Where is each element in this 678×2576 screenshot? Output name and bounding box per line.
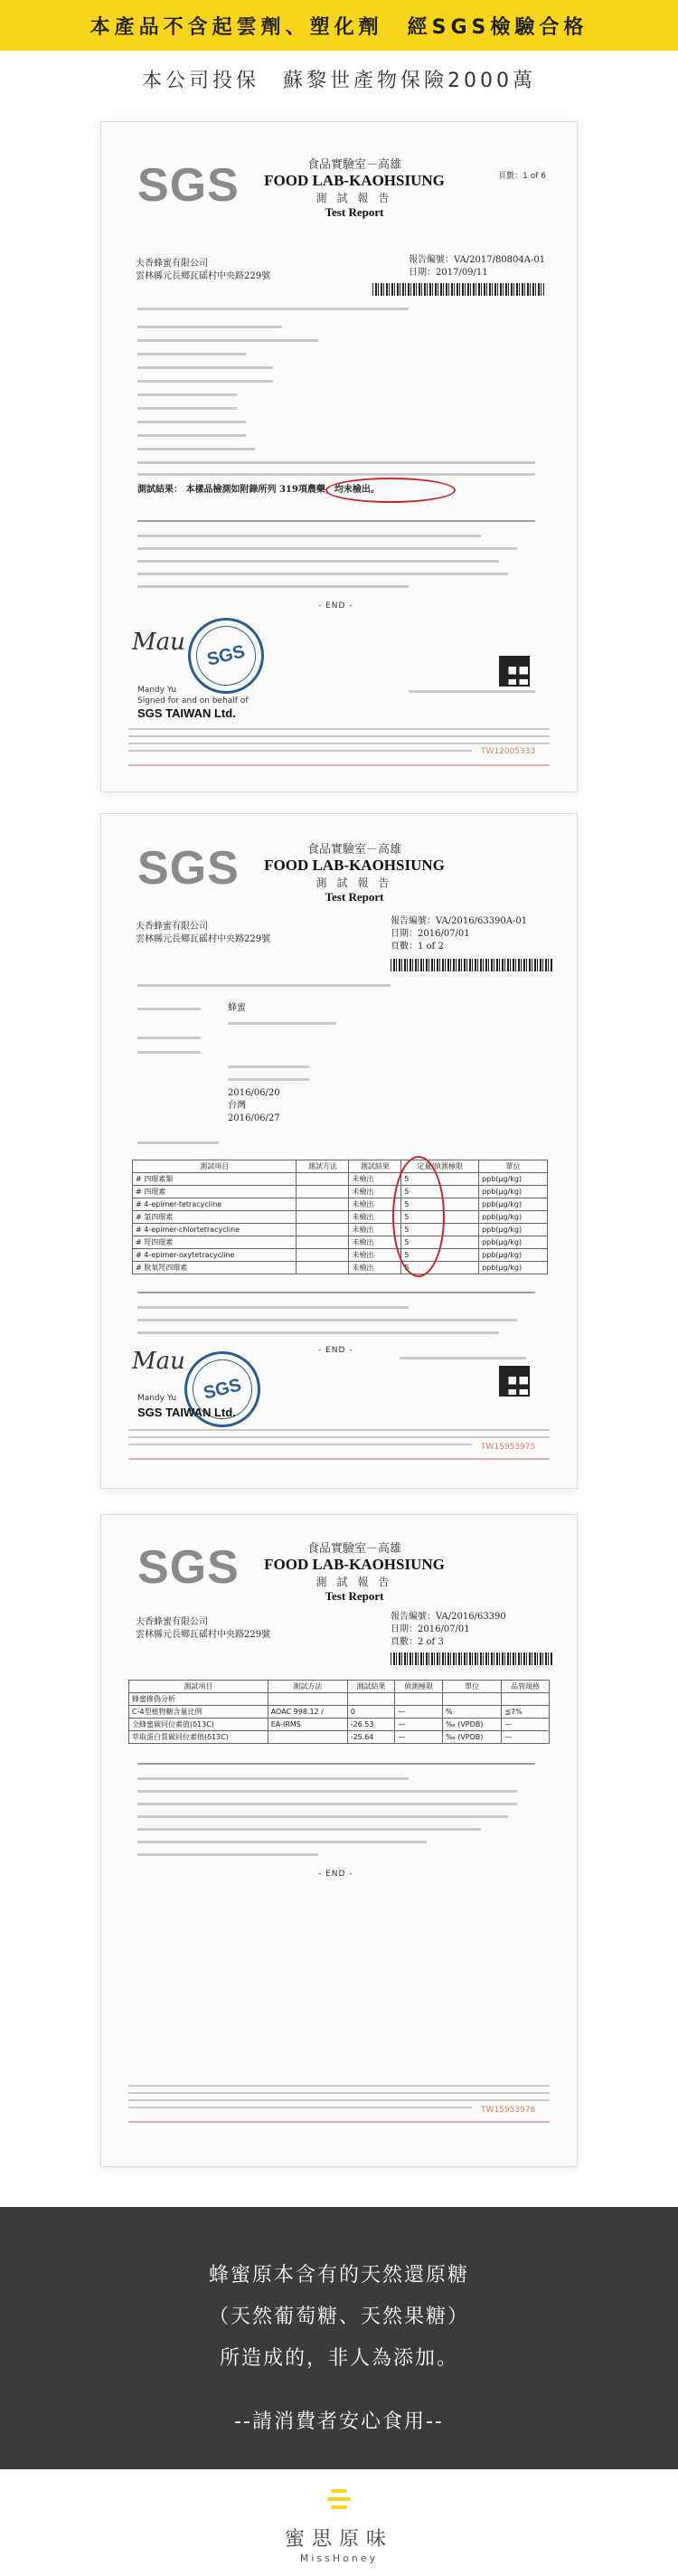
table-row bbox=[133, 1249, 548, 1262]
table-cell: # 脫氧羥四環素 bbox=[133, 1262, 297, 1274]
table-cell: 未檢出 bbox=[349, 1236, 401, 1249]
table-cell: 0 bbox=[347, 1706, 395, 1719]
signer-name: Mandy Yu bbox=[137, 686, 177, 695]
logo-bar-bottom bbox=[331, 2505, 347, 2509]
message-line-4: --請消費者安心食用-- bbox=[234, 2410, 444, 2433]
footer-line bbox=[128, 2092, 550, 2094]
sgs-stamp: SGS bbox=[180, 610, 272, 702]
signer-company: SGS TAIWAN Ltd. bbox=[137, 706, 236, 720]
text-line bbox=[137, 308, 409, 310]
table-cell: — bbox=[395, 1731, 443, 1744]
footer-line bbox=[128, 1429, 550, 1431]
message-line-3: 所造成的，非人為添加。 bbox=[219, 2347, 458, 2370]
text-line bbox=[137, 353, 246, 355]
table-cell: ppb(μg/kg) bbox=[479, 1211, 548, 1224]
end-mark: - END - bbox=[318, 601, 353, 611]
table-cell: # 四環素類 bbox=[133, 1173, 297, 1186]
table-cell: 5 bbox=[401, 1186, 479, 1198]
header-cn: 食品實驗室－高雄 bbox=[306, 1541, 401, 1555]
sample-origin: 台灣 bbox=[228, 1101, 246, 1111]
footer-line bbox=[128, 750, 472, 752]
table-row bbox=[133, 1211, 548, 1224]
page-number: 頁數：2 of 3 bbox=[391, 1637, 444, 1647]
table-cell bbox=[297, 1249, 349, 1262]
text-line bbox=[137, 1141, 219, 1144]
qr-code bbox=[499, 656, 530, 687]
company-name: 夫香蜂蜜有限公司 bbox=[136, 1617, 208, 1627]
footer-line bbox=[128, 2121, 550, 2123]
report-meta bbox=[391, 1611, 506, 1649]
text-line bbox=[400, 1357, 526, 1359]
table-row bbox=[129, 1693, 550, 1706]
table-row bbox=[133, 1262, 548, 1274]
table-row bbox=[133, 1224, 548, 1236]
text-line bbox=[137, 573, 508, 575]
text-line bbox=[137, 407, 237, 410]
table-header: 單位 bbox=[479, 1160, 548, 1173]
page-number: 頁數：1 of 6 bbox=[498, 172, 546, 181]
brand-name-en: MissHoney bbox=[299, 2552, 379, 2564]
table-cell: # 羥四環素 bbox=[133, 1236, 297, 1249]
report-date: 日期：2016/07/01 bbox=[391, 1624, 470, 1634]
text-line bbox=[137, 560, 499, 563]
table-cell: 5 bbox=[401, 1236, 479, 1249]
report-header bbox=[264, 839, 445, 904]
signature-scribble: Mau bbox=[132, 1348, 185, 1375]
table-cell: 未檢出 bbox=[349, 1249, 401, 1262]
table-cell: 萃取蛋白質碳同位素值(δ13C) bbox=[129, 1731, 268, 1744]
text-line bbox=[137, 535, 481, 537]
text-line bbox=[137, 520, 535, 522]
table-header: 測試結果 bbox=[347, 1681, 395, 1693]
table-header: 測試結果 bbox=[349, 1160, 401, 1173]
table-cell bbox=[297, 1236, 349, 1249]
text-line bbox=[137, 1777, 409, 1780]
top-banner bbox=[0, 0, 678, 51]
logo-bar-top bbox=[331, 2489, 347, 2493]
result-label: 測試結果： bbox=[137, 485, 183, 495]
text-line bbox=[137, 326, 282, 328]
results-table bbox=[132, 1160, 548, 1274]
table-cell: % bbox=[442, 1706, 501, 1719]
table-cell: 5 bbox=[401, 1262, 479, 1274]
table-cell bbox=[297, 1211, 349, 1224]
red-highlight-circle bbox=[392, 1156, 445, 1277]
text-line bbox=[228, 1065, 309, 1068]
serial-number: TW12005333 bbox=[481, 747, 536, 756]
table-cell: 5 bbox=[401, 1224, 479, 1236]
sgs-logo: SGS bbox=[137, 1541, 240, 1594]
result-circled: 319項農藥，均未檢出。 bbox=[278, 485, 380, 495]
text-line bbox=[137, 1331, 499, 1334]
footer-line bbox=[128, 2107, 472, 2108]
table-cell bbox=[502, 1693, 550, 1706]
signer-company: SGS TAIWAN Ltd. bbox=[137, 1406, 236, 1419]
table-cell bbox=[347, 1693, 395, 1706]
text-line bbox=[228, 1022, 336, 1025]
footer-line bbox=[128, 1458, 550, 1460]
table-cell: ≦7% bbox=[502, 1706, 550, 1719]
header-cn: 食品實驗室－高雄 bbox=[306, 157, 401, 171]
table-row bbox=[129, 1719, 550, 1731]
table-header-row bbox=[129, 1681, 550, 1693]
text-line bbox=[137, 461, 535, 464]
table-cell: 未檢出 bbox=[349, 1211, 401, 1224]
table-header: 測試方法 bbox=[268, 1681, 347, 1693]
red-highlight-circle bbox=[325, 478, 456, 503]
table-cell: 未檢出 bbox=[349, 1224, 401, 1236]
sgs-certificate-2 bbox=[101, 814, 577, 1488]
table-cell: ppb(μg/kg) bbox=[479, 1173, 548, 1186]
company-block bbox=[136, 258, 270, 283]
table-cell bbox=[297, 1262, 349, 1274]
text-line bbox=[137, 380, 273, 383]
table-header: 定量/偵測極限 bbox=[401, 1160, 479, 1173]
text-line bbox=[137, 339, 318, 342]
text-line bbox=[137, 1815, 508, 1818]
table-cell bbox=[395, 1693, 443, 1706]
table-cell: — bbox=[395, 1719, 443, 1731]
table-cell: 5 bbox=[401, 1249, 479, 1262]
report-meta bbox=[391, 915, 527, 953]
table-row bbox=[133, 1198, 548, 1211]
table-cell: ppb(μg/kg) bbox=[479, 1249, 548, 1262]
qr-code bbox=[499, 1366, 530, 1397]
text-line bbox=[137, 1306, 409, 1309]
page-number: 頁數：1 of 2 bbox=[391, 942, 444, 952]
header-en: FOOD LAB-KAOHSIUNG bbox=[264, 172, 445, 189]
table-cell: ppb(μg/kg) bbox=[479, 1224, 548, 1236]
table-cell: AOAC 998.12 / bbox=[268, 1706, 347, 1719]
result-text: 本樣品檢測如附錄所列 bbox=[185, 485, 277, 495]
table-cell: 未檢出 bbox=[349, 1262, 401, 1274]
table-cell: ppb(μg/kg) bbox=[479, 1198, 548, 1211]
report-number: 報告編號：VA/2016/63390 bbox=[391, 1612, 506, 1622]
table-header: 品管規格 bbox=[502, 1681, 550, 1693]
table-cell: # 4-epimer-tetracycline bbox=[133, 1198, 297, 1211]
text-line bbox=[137, 984, 391, 987]
signature-scribble: Mau bbox=[132, 629, 185, 656]
header-en: FOOD LAB-KAOHSIUNG bbox=[264, 1556, 445, 1573]
table-cell bbox=[442, 1693, 501, 1706]
text-line bbox=[137, 1828, 481, 1831]
results-table bbox=[128, 1680, 550, 1744]
text-line bbox=[137, 473, 535, 476]
report-header bbox=[264, 1539, 445, 1604]
sgs-stamp: SGS bbox=[176, 1343, 268, 1435]
text-line bbox=[137, 547, 517, 550]
sgs-certificate-1 bbox=[101, 122, 577, 791]
text-line bbox=[137, 1841, 427, 1843]
signer-title: Signed for and on behalf of bbox=[137, 696, 249, 706]
table-header: 測試方法 bbox=[297, 1160, 349, 1173]
text-line bbox=[137, 1853, 318, 1856]
table-cell bbox=[297, 1173, 349, 1186]
table-cell: # 氯四環素 bbox=[133, 1211, 297, 1224]
text-line bbox=[137, 448, 255, 450]
barcode bbox=[372, 283, 544, 296]
header-cn2: 測 試 報 告 bbox=[315, 1576, 393, 1588]
table-header: 測試項目 bbox=[129, 1681, 268, 1693]
text-line bbox=[137, 1790, 517, 1793]
table-cell: -26.53 bbox=[347, 1719, 395, 1731]
table-cell: # 4-epimer-chlortetracycline bbox=[133, 1224, 297, 1236]
text-line bbox=[137, 1292, 535, 1293]
message-line-1: 蜂蜜原本含有的天然還原糖 bbox=[208, 2264, 469, 2287]
table-cell: ppb(μg/kg) bbox=[479, 1186, 548, 1198]
table-cell bbox=[297, 1224, 349, 1236]
text-line bbox=[137, 1319, 517, 1321]
end-mark: - END - bbox=[318, 1346, 353, 1355]
report-header bbox=[264, 155, 445, 220]
text-line bbox=[137, 366, 273, 369]
table-header: 單位 bbox=[442, 1681, 501, 1693]
message-section bbox=[0, 2207, 678, 2469]
text-line bbox=[137, 1763, 535, 1765]
table-cell: 未檢出 bbox=[349, 1198, 401, 1211]
text-line bbox=[137, 1803, 517, 1805]
header-cn2: 測 試 報 告 bbox=[315, 876, 393, 889]
table-cell: ‰ (VPDB) bbox=[442, 1719, 501, 1731]
header-report: Test Report bbox=[325, 1589, 384, 1603]
sample-received-date: 2016/06/20 bbox=[228, 1088, 280, 1098]
text-line bbox=[137, 434, 246, 437]
table-cell bbox=[297, 1186, 349, 1198]
report-number: 報告編號：VA/2017/80804A-01 bbox=[409, 255, 546, 265]
header-report: Test Report bbox=[325, 890, 384, 904]
header-report: Test Report bbox=[325, 205, 384, 219]
table-cell: 全蜂蜜碳同位素值(δ13C) bbox=[129, 1719, 268, 1731]
table-cell: 5 bbox=[401, 1198, 479, 1211]
footer-line bbox=[128, 2085, 550, 2087]
table-row bbox=[129, 1731, 550, 1744]
text-line bbox=[409, 690, 535, 693]
text-line bbox=[137, 393, 237, 396]
text-line bbox=[137, 1008, 201, 1010]
table-header-row bbox=[133, 1160, 548, 1173]
barcode bbox=[391, 959, 553, 971]
table-cell: 5 bbox=[401, 1211, 479, 1224]
header-cn2: 測 試 報 告 bbox=[315, 192, 393, 204]
table-cell: EA-IRMS bbox=[268, 1719, 347, 1731]
footer-line bbox=[128, 743, 550, 744]
footer-line bbox=[128, 735, 550, 737]
table-row bbox=[133, 1236, 548, 1249]
report-meta bbox=[409, 254, 545, 279]
footer-line bbox=[128, 1436, 550, 1438]
message-line-2: （天然葡萄糖、天然果糖） bbox=[208, 2306, 469, 2328]
footer-line bbox=[128, 1444, 472, 1445]
table-cell bbox=[268, 1731, 347, 1744]
serial-number: TW15953975 bbox=[481, 1443, 536, 1452]
barcode bbox=[391, 1653, 553, 1665]
insurance-subtitle: 本公司投保 蘇黎世產物保險2000萬 bbox=[142, 70, 536, 92]
serial-number: TW15953976 bbox=[481, 2106, 536, 2115]
table-cell bbox=[268, 1693, 347, 1706]
sample-name: 蜂蜜 bbox=[228, 1003, 246, 1013]
table-cell: ‰ (VPDB) bbox=[442, 1731, 501, 1744]
table-cell bbox=[297, 1198, 349, 1211]
company-name: 夫香蜂蜜有限公司 bbox=[136, 922, 208, 932]
sgs-logo: SGS bbox=[137, 842, 240, 895]
end-mark: - END - bbox=[318, 1870, 353, 1879]
text-line bbox=[137, 421, 246, 423]
table-cell: 蜂蜜摻偽分析 bbox=[129, 1693, 268, 1706]
company-name: 夫香蜂蜜有限公司 bbox=[136, 259, 208, 269]
footer-line bbox=[128, 2099, 550, 2101]
company-address: 雲林縣元長鄉瓦磘村中央路229號 bbox=[136, 1630, 271, 1640]
table-cell: — bbox=[502, 1731, 550, 1744]
footer-line bbox=[128, 728, 550, 730]
company-block bbox=[136, 921, 270, 946]
sgs-logo: SGS bbox=[137, 159, 240, 212]
table-cell: — bbox=[395, 1706, 443, 1719]
header-en: FOOD LAB-KAOHSIUNG bbox=[264, 857, 445, 874]
table-cell: 未檢出 bbox=[349, 1173, 401, 1186]
table-header: 偵測極限 bbox=[395, 1681, 443, 1693]
report-date: 日期：2016/07/01 bbox=[391, 929, 470, 939]
signer-name: Mandy Yu bbox=[137, 1394, 177, 1403]
table-row bbox=[129, 1706, 550, 1719]
company-block bbox=[136, 1616, 270, 1642]
table-cell: 5 bbox=[401, 1173, 479, 1186]
honey-brand-icon bbox=[325, 2486, 353, 2513]
logo-bar-middle bbox=[327, 2497, 351, 2501]
table-cell: # 四環素 bbox=[133, 1186, 297, 1198]
report-date: 日期：2017/09/11 bbox=[409, 268, 488, 278]
text-line bbox=[137, 1051, 201, 1054]
table-cell: ppb(μg/kg) bbox=[479, 1262, 548, 1274]
company-address: 雲林縣元長鄉瓦磘村中央路229號 bbox=[136, 271, 271, 281]
banner-text: 本產品不含起雲劑、塑化劑 經SGS檢驗合格 bbox=[89, 15, 589, 39]
company-address: 雲林縣元長鄉瓦磘村中央路229號 bbox=[136, 934, 271, 944]
text-line bbox=[137, 585, 409, 588]
table-cell: # 4-epimer-oxytetracycline bbox=[133, 1249, 297, 1262]
footer-line bbox=[128, 764, 550, 766]
table-row bbox=[133, 1173, 548, 1186]
header-cn: 食品實驗室－高雄 bbox=[306, 842, 401, 856]
table-cell: ppb(μg/kg) bbox=[479, 1236, 548, 1249]
table-cell: 未檢出 bbox=[349, 1186, 401, 1198]
table-cell: -25.64 bbox=[347, 1731, 395, 1744]
text-line bbox=[137, 1037, 201, 1039]
test-date: 2016/06/27 bbox=[228, 1113, 280, 1123]
report-number: 報告編號：VA/2016/63390A-01 bbox=[391, 916, 528, 926]
table-header: 測試項目 bbox=[133, 1160, 297, 1173]
table-cell: C-4型植物糖含量比例 bbox=[129, 1706, 268, 1719]
brand-name-cn: 蜜思原味 bbox=[284, 2528, 393, 2551]
text-line bbox=[228, 1078, 309, 1081]
table-cell: — bbox=[502, 1719, 550, 1731]
sgs-certificate-3 bbox=[101, 1515, 577, 2166]
table-row bbox=[133, 1186, 548, 1198]
